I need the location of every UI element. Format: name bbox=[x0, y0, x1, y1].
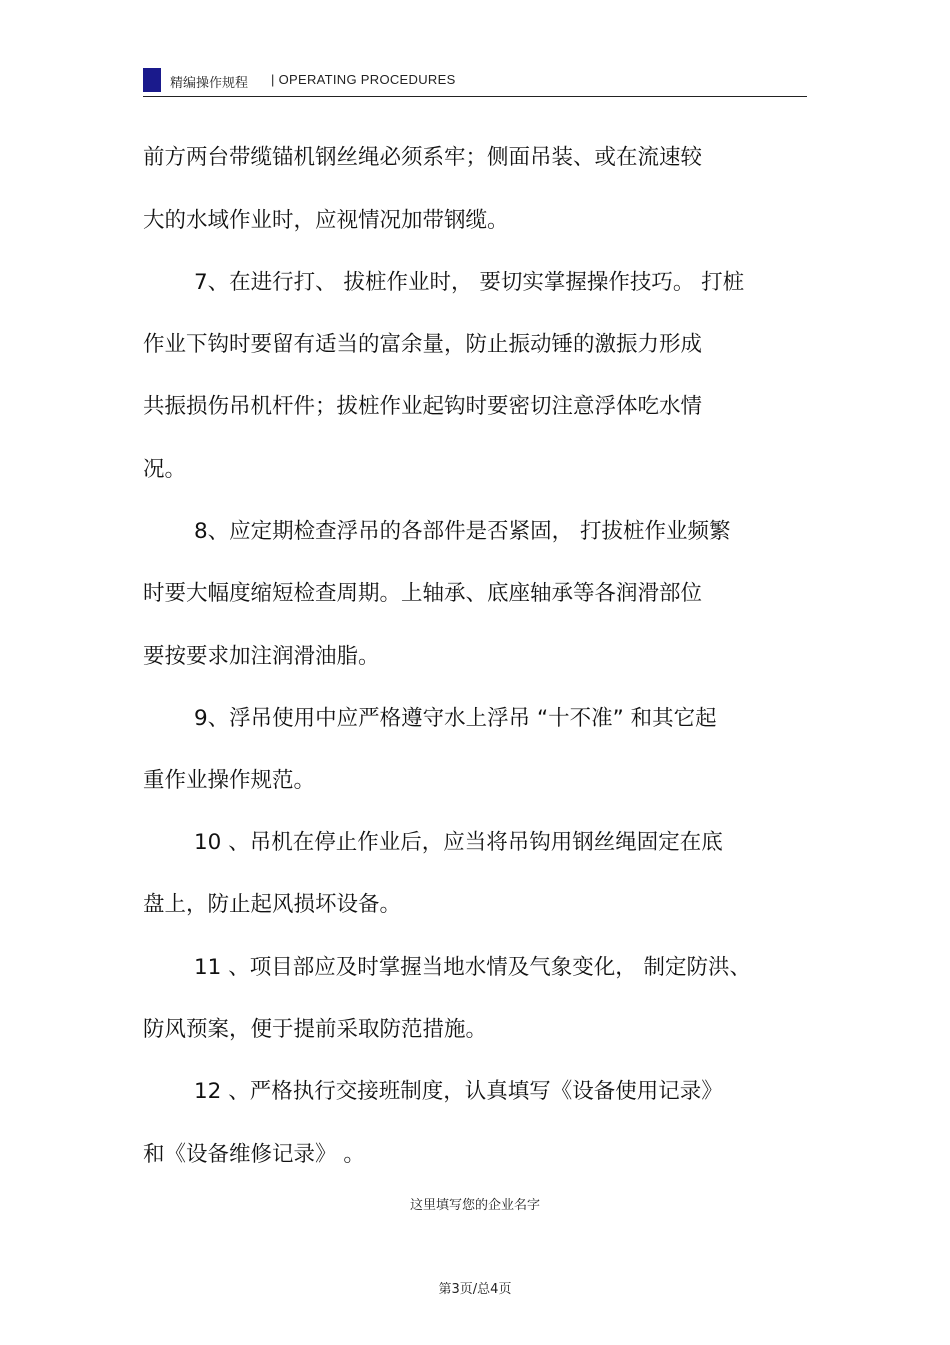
text-line: 重作业操作规范。 bbox=[143, 768, 316, 793]
text-line: 前方两台带缆锚机钢丝绳必须系牢；侧面吊装、或在流速较 bbox=[143, 145, 703, 170]
text-line: 要按要求加注润滑油脂。 bbox=[143, 644, 380, 669]
text-line: 和《设备维修记录》 。 bbox=[143, 1142, 365, 1167]
text-line: 大的水域作业时，应视情况加带钢缆。 bbox=[143, 208, 509, 233]
text-line: 共振损伤吊机杆件；拔桩作业起钩时要密切注意浮体吃水情 bbox=[143, 394, 703, 419]
text-line: 9、浮吊使用中应严格遵守水上浮吊 “十不准” 和其它起 bbox=[194, 706, 717, 731]
header-title-cn: 精编操作规程 bbox=[170, 76, 249, 91]
text-line: 11 、项目部应及时掌握当地水情及气象变化， 制定防洪、 bbox=[194, 955, 752, 980]
logo-icon bbox=[143, 68, 161, 92]
header-title-en: | OPERATING PROCEDURES bbox=[271, 72, 456, 87]
page-header bbox=[143, 64, 807, 97]
text-line: 盘上，防止起风损坏设备。 bbox=[143, 892, 402, 917]
footer-company-name: 这里填写您的企业名字 bbox=[409, 1198, 540, 1213]
text-line: 时要大幅度缩短检查周期。上轴承、底座轴承等各润滑部位 bbox=[143, 581, 703, 606]
text-line: 12 、严格执行交接班制度，认真填写《设备使用记录》 bbox=[194, 1079, 723, 1104]
text-line: 况。 bbox=[143, 457, 187, 482]
text-line: 8、应定期检查浮吊的各部件是否紧固， 打拔桩作业频繁 bbox=[194, 519, 731, 544]
text-line: 作业下钩时要留有适当的富余量，防止振动锤的激振力形成 bbox=[143, 332, 703, 357]
page-number: 第3页/总4页 bbox=[438, 1282, 512, 1297]
text-line: 7、在进行打、 拔桩作业时， 要切实掌握操作技巧。 打桩 bbox=[194, 270, 745, 295]
text-line: 防风预案，便于提前采取防范措施。 bbox=[143, 1017, 488, 1042]
text-line: 10 、吊机在停止作业后，应当将吊钩用钢丝绳固定在底 bbox=[194, 830, 723, 855]
